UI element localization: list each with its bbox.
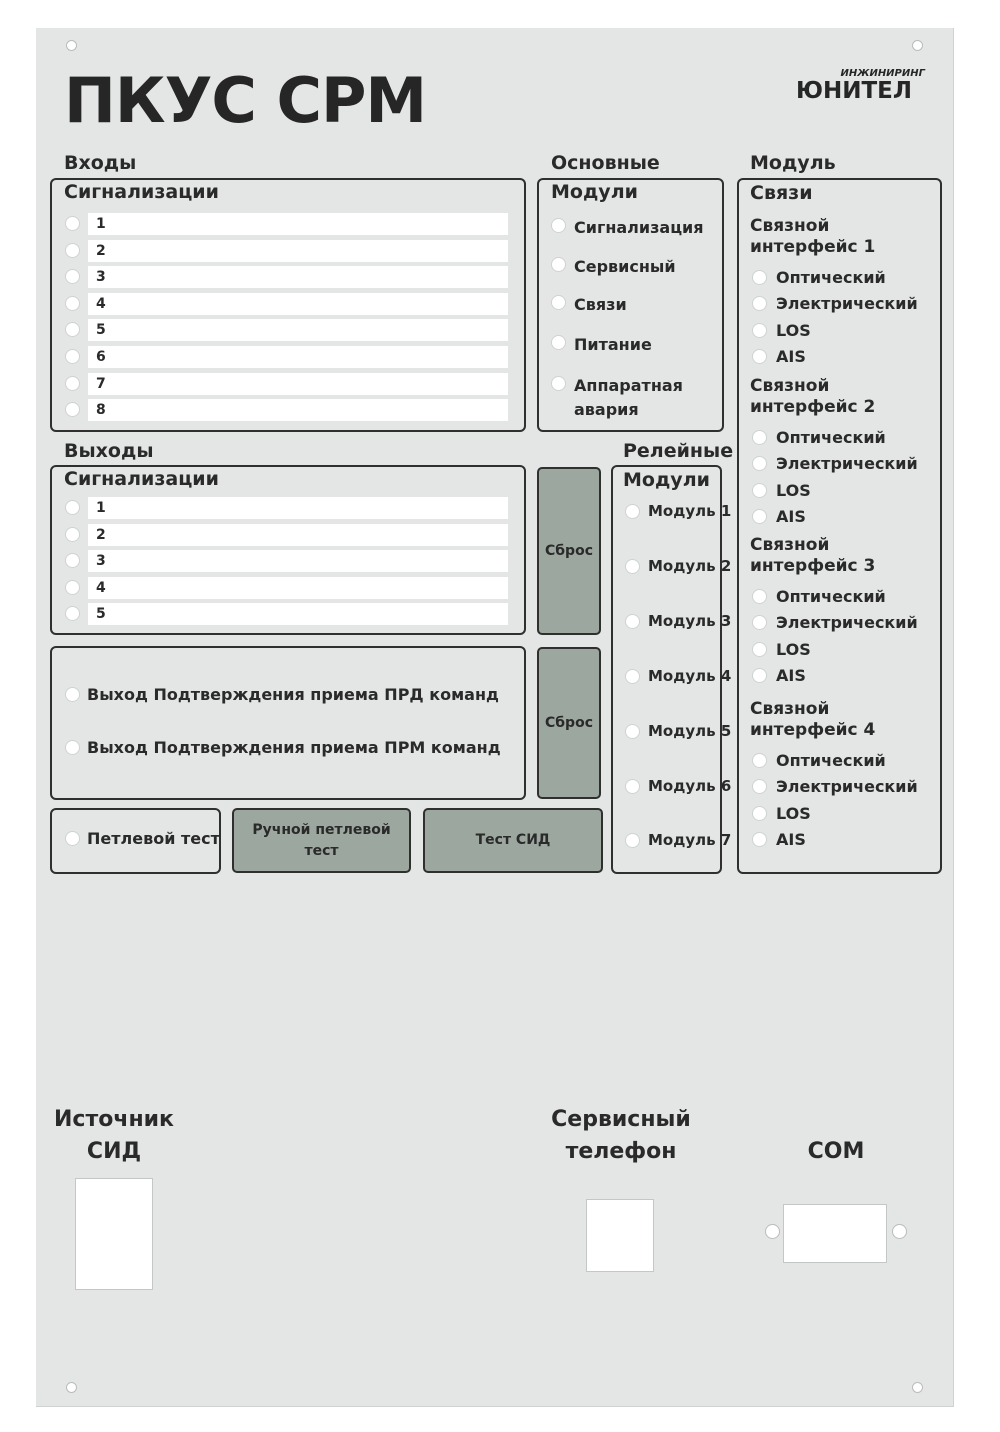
comm-status-label: LOS xyxy=(776,639,811,659)
comm-status-label: Электрический xyxy=(776,613,918,633)
output-signal-number: 5 xyxy=(96,606,106,622)
input-signal-led xyxy=(66,297,79,310)
loop-test-label: Петлевой тест xyxy=(87,829,220,848)
relay-modules-subheader: Модули xyxy=(623,469,710,491)
relay-module-led xyxy=(626,725,639,738)
input-signal-number: 3 xyxy=(96,269,106,286)
com-port xyxy=(783,1204,887,1263)
inputs-subheader: Сигнализации xyxy=(64,181,219,203)
input-signal-row xyxy=(88,293,508,315)
input-signal-number: 7 xyxy=(96,375,106,392)
main-module-led xyxy=(552,377,565,390)
output-signal-row xyxy=(88,497,508,519)
output-signal-number: 4 xyxy=(96,579,106,596)
input-signal-led xyxy=(66,244,79,257)
output-signal-number: 1 xyxy=(96,500,106,516)
brand-logo xyxy=(796,68,931,104)
output-signal-row xyxy=(88,550,508,572)
comm-status-led xyxy=(753,807,766,820)
comm-status-label: Оптический xyxy=(776,751,886,770)
comm-status-led xyxy=(753,754,766,767)
mounting-hole-icon xyxy=(912,1382,923,1393)
input-signal-row xyxy=(88,240,508,262)
relay-module-label: Модуль 4 xyxy=(648,666,732,685)
comm-status-label: AIS xyxy=(776,347,806,367)
service-phone-port xyxy=(586,1199,654,1272)
com-screw-hole-icon xyxy=(765,1224,780,1239)
confirm-output-led xyxy=(66,741,79,754)
comm-status-led xyxy=(753,431,766,444)
main-modules-subheader: Модули xyxy=(551,181,638,203)
led-source-port xyxy=(75,1178,153,1290)
main-module-label: Питание xyxy=(574,335,652,354)
comm-module-subheader: Связи xyxy=(750,182,813,204)
com-label: COM xyxy=(807,1139,865,1164)
confirm-output-label: Выход Подтверждения приема ПРД команд xyxy=(87,685,499,704)
manual-loop-test-button[interactable]: Ручной петлевой тест xyxy=(232,808,411,873)
comm-status-led xyxy=(753,324,766,337)
main-modules-header: Основные xyxy=(551,152,660,174)
comm-status-led xyxy=(753,484,766,497)
comm-status-label: AIS xyxy=(776,507,806,527)
main-module-label: Аппаратная авария xyxy=(574,376,683,419)
comm-status-label: LOS xyxy=(776,320,811,340)
comm-status-led xyxy=(753,643,766,656)
comm-status-label: LOS xyxy=(776,480,811,500)
input-signal-row xyxy=(88,346,508,368)
comm-status-label: AIS xyxy=(776,666,806,686)
comm-status-label: Электрический xyxy=(776,777,918,797)
output-signal-led xyxy=(66,581,79,594)
loop-test-led xyxy=(66,832,79,845)
input-signal-number: 5 xyxy=(96,322,106,339)
mounting-hole-icon xyxy=(912,40,923,51)
relay-module-label: Модуль 5 xyxy=(648,721,732,740)
main-module-led xyxy=(552,296,565,309)
comm-interface-title: Связной интерфейс 1 xyxy=(750,216,876,257)
output-signal-row xyxy=(88,603,508,625)
comm-status-label: Оптический xyxy=(776,587,886,606)
main-module-led xyxy=(552,258,565,271)
relay-modules-header: Релейные xyxy=(623,440,734,462)
comm-status-label: Электрический xyxy=(776,454,918,474)
com-screw-hole-icon xyxy=(892,1224,907,1239)
led-test-button[interactable]: Тест СИД xyxy=(423,808,603,873)
comm-status-label: AIS xyxy=(776,830,806,850)
confirm-output-led xyxy=(66,688,79,701)
input-signal-number: 8 xyxy=(96,402,106,419)
input-signal-row xyxy=(88,319,508,341)
output-signal-led xyxy=(66,607,79,620)
led-source-label: Источник СИД xyxy=(54,1107,174,1164)
input-signal-number: 1 xyxy=(96,216,106,232)
relay-module-led xyxy=(626,560,639,573)
relay-module-label: Модуль 3 xyxy=(648,611,732,630)
comm-interface-title: Связной интерфейс 3 xyxy=(750,535,876,576)
outputs-header: Выходы xyxy=(64,440,154,462)
relay-module-led xyxy=(626,505,639,518)
comm-module-header: Модуль xyxy=(750,152,836,174)
input-signal-row xyxy=(88,399,508,421)
device-title: ПКУС СРМ xyxy=(64,64,427,137)
inputs-header: Входы xyxy=(64,152,137,174)
input-signal-led xyxy=(66,217,79,230)
comm-status-led xyxy=(753,590,766,603)
output-signal-row xyxy=(88,524,508,546)
comm-status-label: LOS xyxy=(776,803,811,823)
comm-status-led xyxy=(753,271,766,284)
relay-module-label: Модуль 1 xyxy=(648,502,732,520)
front-panel xyxy=(36,28,954,1407)
input-signal-number: 2 xyxy=(96,242,106,259)
main-module-led xyxy=(552,336,565,349)
output-signal-number: 3 xyxy=(96,553,106,569)
logo-subtitle: ИНЖИНИРИНГ xyxy=(840,68,925,79)
relay-module-label: Модуль 2 xyxy=(648,556,732,575)
output-signal-led xyxy=(66,554,79,567)
reset-button-outputs[interactable]: Сброс xyxy=(537,467,601,635)
main-module-led xyxy=(552,219,565,232)
comm-interface-title: Связной интерфейс 4 xyxy=(750,699,876,740)
relay-module-label: Модуль 7 xyxy=(648,831,732,850)
input-signal-led xyxy=(66,377,79,390)
input-signal-number: 4 xyxy=(96,295,106,312)
output-signal-number: 2 xyxy=(96,526,106,543)
logo-name: ЮНИТЕЛ xyxy=(796,78,912,104)
relay-module-label: Модуль 6 xyxy=(648,776,732,795)
input-signal-row xyxy=(88,373,508,395)
output-signal-led xyxy=(66,528,79,541)
reset-button-confirm[interactable]: Сброс xyxy=(537,647,601,799)
relay-module-led xyxy=(626,670,639,683)
mounting-hole-icon xyxy=(66,40,77,51)
service-phone-label: Сервисный телефон xyxy=(551,1107,691,1164)
main-module-label: Сигнализация xyxy=(574,218,704,237)
mounting-hole-icon xyxy=(66,1382,77,1393)
input-signal-number: 6 xyxy=(96,349,106,365)
comm-status-label: Электрический xyxy=(776,294,918,314)
output-signal-row xyxy=(88,577,508,599)
outputs-subheader: Сигнализации xyxy=(64,468,219,490)
relay-module-led xyxy=(626,780,639,793)
output-signal-led xyxy=(66,501,79,514)
main-module-label: Связи xyxy=(574,295,627,314)
comm-status-label: Оптический xyxy=(776,268,886,287)
relay-module-led xyxy=(626,615,639,628)
input-signal-led xyxy=(66,350,79,363)
input-signal-row xyxy=(88,213,508,235)
comm-status-label: Оптический xyxy=(776,428,886,447)
main-module-label: Сервисный xyxy=(574,257,676,276)
input-signal-row xyxy=(88,266,508,288)
confirm-output-label: Выход Подтверждения приема ПРМ команд xyxy=(87,738,501,757)
comm-interface-title: Связной интерфейс 2 xyxy=(750,376,876,417)
confirm-outputs-box xyxy=(50,646,526,800)
